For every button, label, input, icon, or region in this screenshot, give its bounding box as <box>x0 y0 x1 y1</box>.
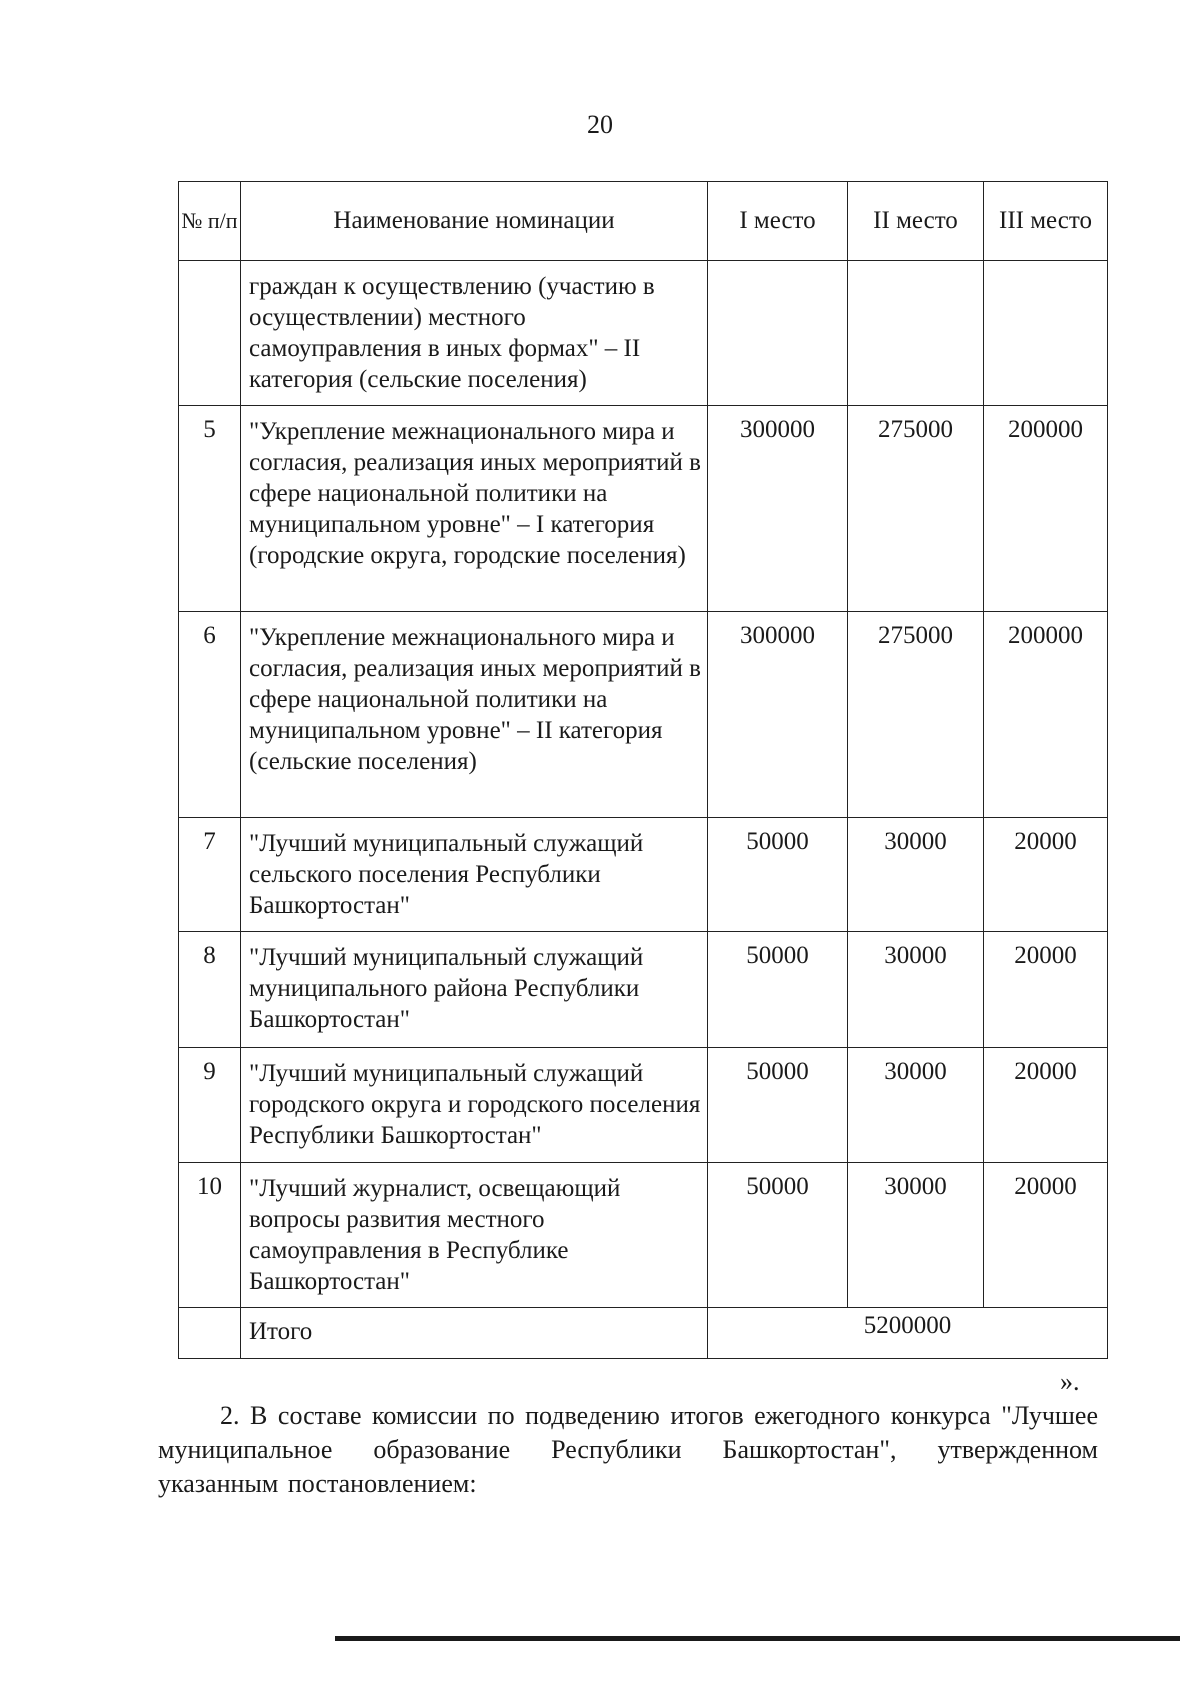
second-place-prize: 30000 <box>848 1163 984 1308</box>
first-place-prize: 50000 <box>708 932 848 1048</box>
nomination-name: "Укрепление межнационального мира и согласия, реализация иных мероприятий в сфере национальной политики на муниципальном уровне" – I категория (городские округа, городские поселения) <box>241 406 708 612</box>
awards-table <box>178 181 1108 1359</box>
header-nomination-name: Наименование номинации <box>241 182 708 261</box>
table-row <box>179 261 1108 406</box>
second-place-prize: 275000 <box>848 612 984 818</box>
second-place-prize: 30000 <box>848 932 984 1048</box>
body-paragraph: 2. В составе комиссии по подведению итогов ежегодного конкурса "Лучшее муниципальное образование Республики Башкортостан", утвержденном указанным постановлением: <box>158 1401 1098 1498</box>
third-place-prize: 20000 <box>984 1163 1108 1308</box>
table-row <box>179 1048 1108 1163</box>
nomination-name: граждан к осуществлению (участию в осуществлении) местного самоуправления в иных формах" – II категория (сельские поселения) <box>241 261 708 406</box>
third-place-prize: 20000 <box>984 932 1108 1048</box>
nomination-name: "Лучший муниципальный служащий сельского поселения Республики Башкортостан" <box>241 818 708 932</box>
second-place-prize: 30000 <box>848 818 984 932</box>
first-place-prize: 50000 <box>708 818 848 932</box>
nomination-name: "Лучший журналист, освещающий вопросы развития местного самоуправления в Республике Башкортостан" <box>241 1163 708 1308</box>
first-place-prize: 300000 <box>708 612 848 818</box>
total-number-empty <box>179 1308 241 1359</box>
table-row <box>179 818 1108 932</box>
nomination-name: "Лучший муниципальный служащий муниципального района Республики Башкортостан" <box>241 932 708 1048</box>
second-place-prize: 275000 <box>848 406 984 612</box>
total-row <box>179 1308 1108 1359</box>
second-place-prize: 30000 <box>848 1048 984 1163</box>
header-second-place: II место <box>848 182 984 261</box>
row-number: 9 <box>179 1048 241 1163</box>
first-place-prize: 50000 <box>708 1048 848 1163</box>
row-number: 5 <box>179 406 241 612</box>
row-number: 6 <box>179 612 241 818</box>
header-first-place: I место <box>708 182 848 261</box>
footer-rule <box>335 1636 1180 1641</box>
row-number: 10 <box>179 1163 241 1308</box>
third-place-prize <box>984 261 1108 406</box>
second-place-prize <box>848 261 984 406</box>
row-number: 7 <box>179 818 241 932</box>
table-header-row <box>179 182 1108 261</box>
third-place-prize: 20000 <box>984 818 1108 932</box>
closing-quote: ». <box>1060 1367 1080 1396</box>
header-number: № п/п <box>179 182 241 261</box>
table-row <box>179 1163 1108 1308</box>
header-third-place: III место <box>984 182 1108 261</box>
first-place-prize: 300000 <box>708 406 848 612</box>
third-place-prize: 200000 <box>984 406 1108 612</box>
nomination-name: "Укрепление межнационального мира и согласия, реализация иных мероприятий в сфере национальной политики на муниципальном уровне" – II категория (сельские поселения) <box>241 612 708 818</box>
table-row <box>179 932 1108 1048</box>
table-row <box>179 406 1108 612</box>
third-place-prize: 200000 <box>984 612 1108 818</box>
total-label: Итого <box>241 1308 708 1359</box>
table-row <box>179 612 1108 818</box>
row-number <box>179 261 241 406</box>
first-place-prize <box>708 261 848 406</box>
nomination-name: "Лучший муниципальный служащий городского округа и городского поселения Республики Башкортостан" <box>241 1048 708 1163</box>
total-value: 5200000 <box>708 1308 1108 1359</box>
row-number: 8 <box>179 932 241 1048</box>
third-place-prize: 20000 <box>984 1048 1108 1163</box>
first-place-prize: 50000 <box>708 1163 848 1308</box>
page-number: 20 <box>587 110 613 139</box>
